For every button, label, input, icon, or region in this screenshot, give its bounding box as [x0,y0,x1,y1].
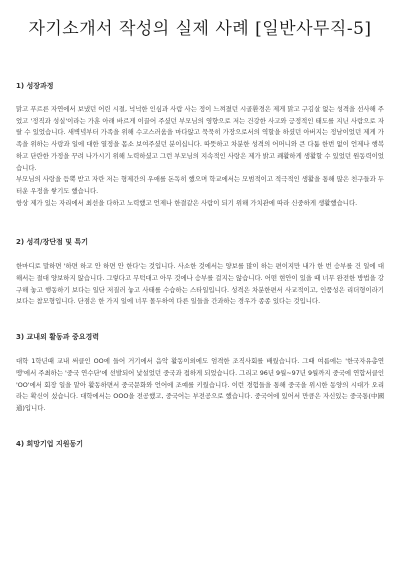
paragraph-growth-3: 항상 제가 있는 자리에서 최선을 다하고 노력했고 언제나 한결같은 사람이 되기 위해 가치관에 따라 신중하게 생활했습니다. [16,198,358,207]
section-heading-personality: 2) 성격/장단점 및 특기 [16,238,89,247]
paragraph-activities-1: 대학 1학년때 교내 써클인 OO에 들어 거기에서 음악 활동이외에도 엄격한 조직사회를 배웠습니다. 그때 여름에는 '한국자유총연맹'에서 주최하는 '중국 연수단'에 선발되어 낯설었던 중국과 접하게 되었습니다. 그리고 96년 9월~97년 9월까지 중국에 연합서클인 'OO'에서 회장 일을 맡아 활동하면서 중국문화와 언어에 조예를 키웠습니다. 이런 경험들을 통해 중국을 위시한 동양의 시대가 오리라는 확신이 섰습니다. 대학에서는 OOO을 전공했고, 중국어는 부전공으로 했습니다. 중국어에 있어서 만큼은 자신있는 중국통(中國通)입니다. [16,357,384,412]
paragraph-growth-1: 맑고 푸르른 자연에서 보냈던 어린 시절, 넉넉한 인심과 사람 사는 정이 느껴졌던 시골환경은 제게 맑고 구김살 없는 성격을 선사해 주었고 '정직과 성실'이라는 가훈 아래 바르게 이끌어 주셨던 부모님의 영향으로 저는 건강한 사고와 긍정적인 태도를 지닌 사람으로 자랄 수 있었습니다. 새벽녘부터 가족을 위해 수고스러움을 마다않고 묵묵히 가장으로서의 역할을 하셨던 아버지는 정남이었던 제게 가족을 위하는 사랑과 일에 대한 열정을 몸소 보여주셨던 분이십니다. 따뜻하고 차분한 성격의 어머니와 큰 다툼 한번 없이 언제나 행복하고 단란한 가정을 꾸려 나가시기 위해 노력하셨고 그런 부모님의 지속적인 사랑은 제가 밝고 쾌활하게 생활할 수 있었던 원동력이었습니다. [16,105,384,172]
paragraph-growth-2: 부모님의 사랑을 듬뿍 받고 자란 저는 형제간의 우애를 돈독히 했으며 학교에서는 모범적이고 적극적인 생활을 통해 많은 친구들과 두터운 우정을 쌓기도 했습니다. [16,175,384,195]
document-title: 자기소개서 작성의 실제 사례 [일반사무직-5] [28,19,372,39]
section-heading-motivation: 4) 희망기업 지원동기 [16,439,84,448]
paragraph-personality-1: 한마디로 말하면 '하면 하고 안 하면 안 한다'는 것입니다. 사소한 것에서는 양보를 많이 하는 편이지만 내가 한 번 승부를 건 일에 대해서는 절대 양보하지 않습니다. 그렇다고 무턱대고 아무 것에나 승부를 걸지는 않습니다. 어떤 현안이 있을 때 너무 완전한 방법을 강구해 놓고 행동하기 보다는 일단 저질러 놓고 사태를 수습하는 스타일입니다. 성격은 차분한편서 사교적이고, 인품성은 리더형이라기보다는 참모형입니다. 단점은 한 가지 일에 너무 몰두하여 다른 일들을 간과하는 경우가 종종 있다는 것입니다. [16,262,384,306]
section-heading-activities: 3) 교내외 활동과 중요경력 [16,333,100,342]
section-heading-growth: 1) 성장과정 [16,82,54,90]
